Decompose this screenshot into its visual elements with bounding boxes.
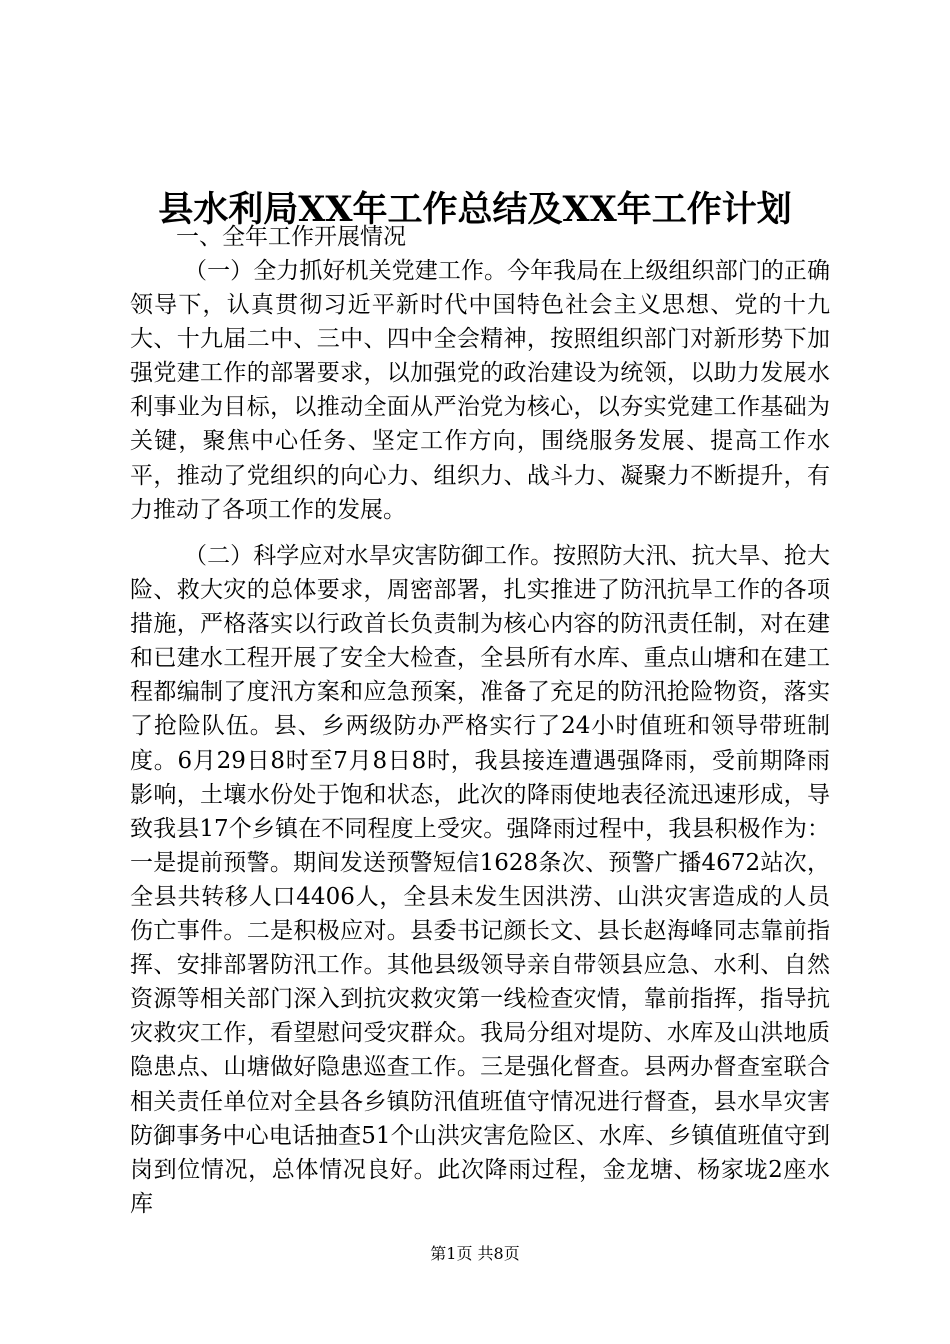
section-heading: 一、全年工作开展情况 — [176, 224, 406, 250]
paragraph-flood-drought-defense: （二）科学应对水旱灾害防御工作。按照防大汛、抗大旱、抢大险、救大灾的总体要求，周密部署，扎实推进了防汛抗旱工作的各项措施，严格落实以行政首长负责制为核心内容的防汛责任制，对在建和已建水工程开展了安全大检查，全县所有水库、重点山塘和在建工程都编制了度汛方案和应急预案，准备了充足的防汛抢险物资，落实了抢险队伍。县、乡两级防办严格实行了24小时值班和领导带班制度。6月29日8时至7月8日8时，我县接连遭遇强降雨，受前期降雨影响，土壤水份处于饱和状态，此次的降雨使地表径流迅速形成，导致我县17个乡镇在不同程度上受灾。强降雨过程中，我县积极作为：一是提前预警。期间发送预警短信1628条次、预警广播4672站次，全县共转移人口4406人，全县未发生因洪涝、山洪灾害造成的人员伤亡事件。二是积极应对。县委书记颜长文、县长赵海峰同志靠前指挥、安排部署防汛工作。其他县级领导亲自带领县应急、水利、自然资源等相关部门深入到抗灾救灾第一线检查灾情，靠前指挥，指导抗灾救灾工作，看望慰问受灾群众。我局分组对堤防、水库及山洪地质隐患点、山塘做好隐患巡查工作。三是强化督查。县两办督查室联合相关责任单位对全县各乡镇防汛值班值守情况进行督查，县水旱灾害防御事务中心电话抽查51个山洪灾害危险区、水库、乡镇值班值守到岗到位情况，总体情况良好。此次降雨过程，金龙塘、杨家垅2座水库 — [130, 543, 830, 1217]
page-number: 第1页 共8页 — [430, 1244, 520, 1263]
paragraph-party-building: （一）全力抓好机关党建工作。今年我局在上级组织部门的正确领导下，认真贯彻习近平新时代中国特色社会主义思想、党的十九大、十九届二中、三中、四中全会精神，按照组织部门对新形势下加强党建工作的部署要求，以加强党的政治建设为统领，以助力发展水利事业为目标，以推动全面从严治党为核心，以夯实党建工作基础为关键，聚焦中心任务、坚定工作方向，围绕服务发展、提高工作水平，推动了党组织的向心力、组织力、战斗力、凝聚力不断提升，有力推动了各项工作的发展。 — [130, 258, 830, 523]
document-title: 县水利局XX年工作总结及XX年工作计划 — [158, 189, 792, 230]
